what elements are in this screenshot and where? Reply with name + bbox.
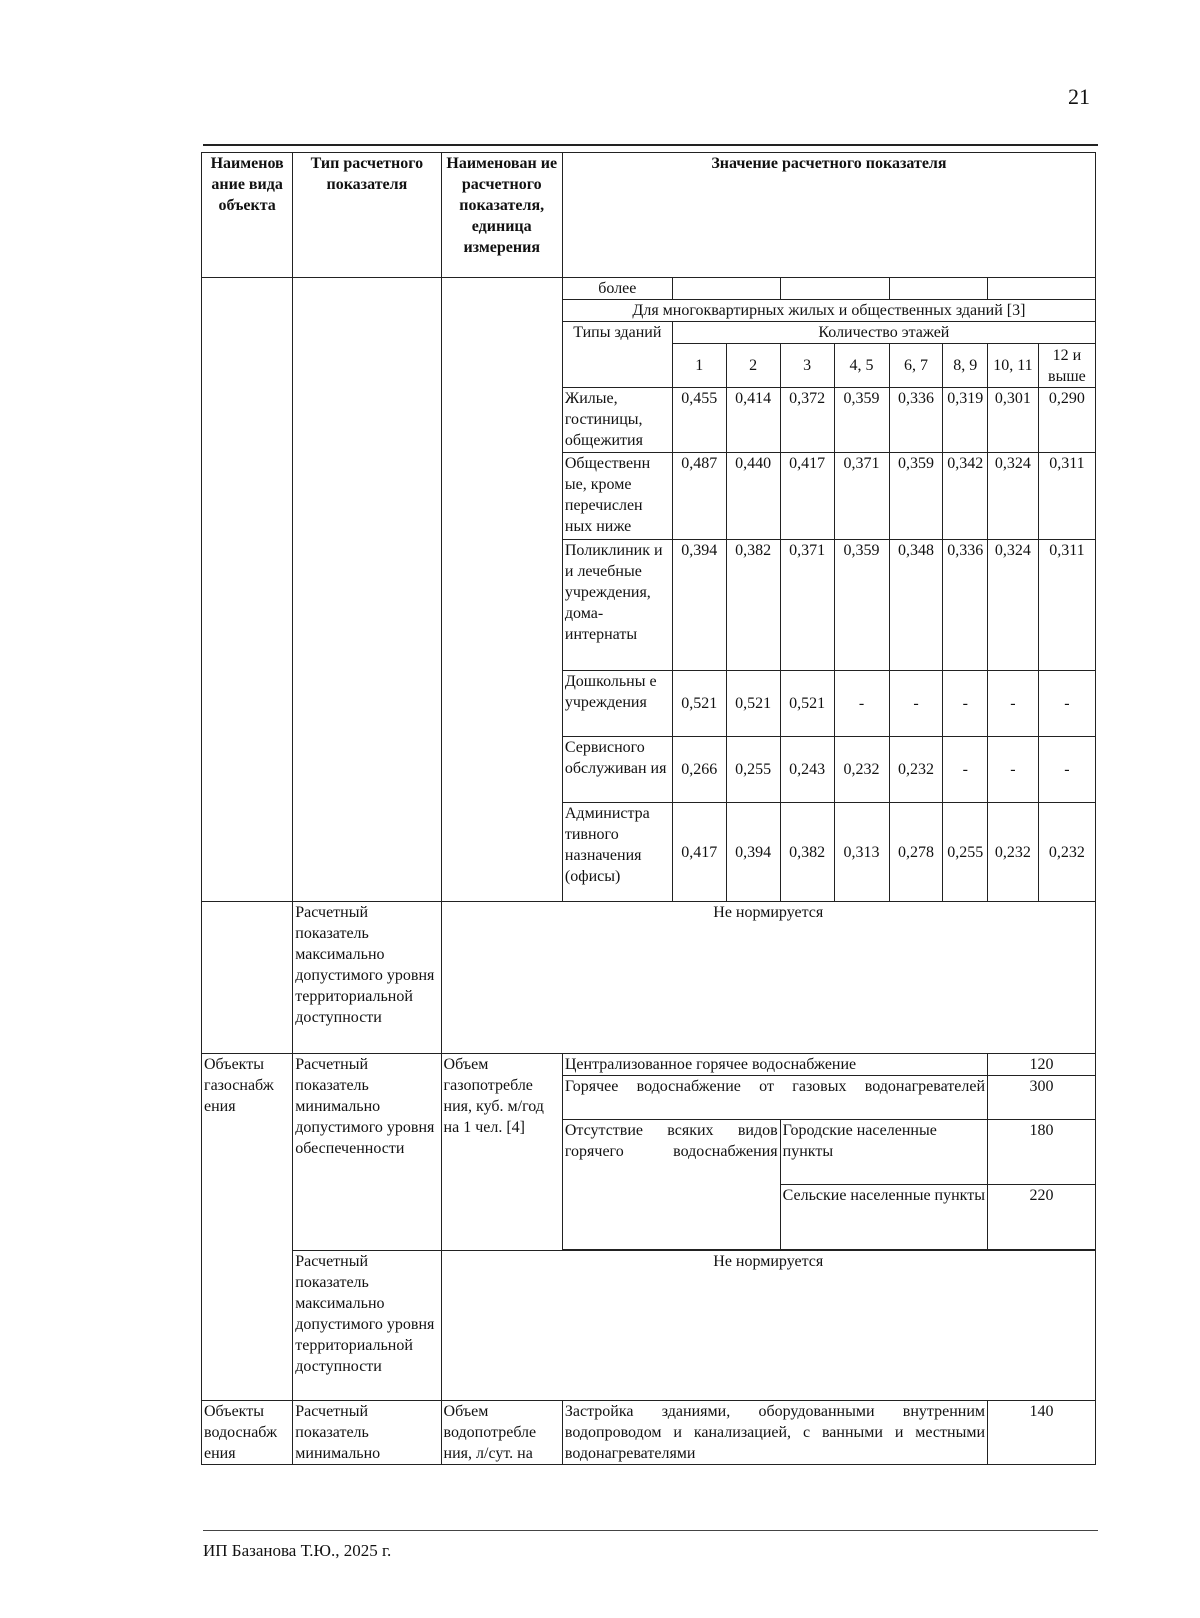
value-cell: 0,232 (889, 737, 943, 803)
value-cell: 0,336 (889, 388, 943, 453)
object-gas: Объекты газоснабж ения (202, 1054, 293, 1401)
value-cell: 0,255 (943, 803, 988, 902)
header-indicator-value: Значение расчетного показателя (562, 153, 1095, 278)
value-cell: 0,417 (672, 803, 726, 902)
floor-header: 1 (672, 344, 726, 388)
value-cell: 0,232 (1038, 803, 1095, 902)
central-hot-water: Централизованное горячее водоснабжение (562, 1054, 987, 1076)
table-row (202, 1054, 1096, 1076)
gas-heaters: Горячее водоснабжение от газовых водонагревателей (562, 1076, 987, 1120)
building-types-label: Типы зданий (562, 322, 672, 388)
value-cell: 0,255 (726, 737, 780, 803)
object-water: Объекты водоснабж ения (202, 1401, 293, 1465)
value-cell: 0,311 (1038, 453, 1095, 540)
value-cell: 0,521 (780, 671, 834, 737)
urban-settlements: Городские населенные пункты (780, 1120, 987, 1185)
header-object-type: Наименов ание вида объекта (202, 153, 293, 278)
value-cell: 0,487 (672, 453, 726, 540)
value-cell: 0,232 (834, 737, 889, 803)
value-cell: 0,301 (988, 388, 1039, 453)
gas-indicator: Объем газопотребле ния, куб. м/год на 1 чел. [4] (441, 1054, 562, 1251)
no-hot-water-text: Отсутствие всяких видов горячего водоснабжения (564, 1122, 778, 1160)
not-normalized: Не нормируется (441, 902, 1095, 1054)
value-cell: - (1038, 671, 1095, 737)
value-cell: 0,521 (726, 671, 780, 737)
header-indicator-type: Тип расчетного показателя (293, 153, 441, 278)
building-type: Поликлиник и и лечебные учреждения, дома-интернаты (562, 540, 672, 671)
building-type: Сервисного обслуживан ия (562, 737, 672, 803)
value-cell: 0,394 (726, 803, 780, 902)
gas-heaters-value: 300 (988, 1076, 1096, 1120)
value-cell: 0,521 (672, 671, 726, 737)
more-cell: более (562, 278, 672, 300)
value-cell: 0,440 (726, 453, 780, 540)
value-cell: 0,266 (672, 737, 726, 803)
indicator-table (201, 152, 1096, 1465)
value-cell: 0,359 (834, 540, 889, 671)
floor-header: 2 (726, 344, 780, 388)
no-hot-water (562, 1120, 780, 1250)
floor-header: 3 (780, 344, 834, 388)
value-cell: 0,336 (943, 540, 988, 671)
min-supply-type: Расчетный показатель минимально допустимого уровня обеспеченности (293, 1054, 441, 1251)
water-value: 140 (988, 1401, 1096, 1465)
rural-settlements: Сельские населенные пункты (780, 1185, 987, 1250)
header-indicator-name: Наименован ие расчетного показателя, единица измерения (441, 153, 562, 278)
value-cell: 0,348 (889, 540, 943, 671)
value-cell: 0,324 (988, 540, 1039, 671)
value-cell: - (943, 737, 988, 803)
value-cell: 0,290 (1038, 388, 1095, 453)
value-cell: 0,324 (988, 453, 1039, 540)
footer: ИП Базанова Т.Ю., 2025 г. (203, 1541, 392, 1560)
floor-header: 10, 11 (988, 344, 1039, 388)
floor-header: 4, 5 (834, 344, 889, 388)
value-cell: 0,382 (726, 540, 780, 671)
header-rule (203, 144, 1098, 146)
value-cell: - (943, 671, 988, 737)
not-normalized: Не нормируется (441, 1251, 1095, 1401)
value-cell: 0,243 (780, 737, 834, 803)
floor-header: 8, 9 (943, 344, 988, 388)
building-type: Жилые, гостиницы, общежития (562, 388, 672, 453)
max-access-type: Расчетный показатель максимально допустимого уровня территориальной доступности (293, 902, 441, 1054)
value-cell: 0,319 (943, 388, 988, 453)
min-supply-type: Расчетный показатель минимально (293, 1401, 441, 1465)
value-cell: 0,311 (1038, 540, 1095, 671)
water-indicator: Объем водопотребле ния, л/сут. на (441, 1401, 562, 1465)
floor-header: 12 и выше (1038, 344, 1095, 388)
floor-header: 6, 7 (889, 344, 943, 388)
max-access-type: Расчетный показатель максимально допустимого уровня территориальной доступности (293, 1251, 441, 1401)
value-cell: 0,414 (726, 388, 780, 453)
value-cell: 0,382 (780, 803, 834, 902)
value-cell: 0,372 (780, 388, 834, 453)
table-row (202, 278, 1096, 300)
value-cell: 0,342 (943, 453, 988, 540)
water-desc-text: Застройка зданиями, оборудованными внутренним водопроводом и канализацией, с ванными и местными водонагревателями (564, 1403, 986, 1462)
value-cell: 0,232 (988, 803, 1039, 902)
building-type: Дошкольны е учреждения (562, 671, 672, 737)
table-row (202, 902, 1096, 1054)
building-type: Общественн ые, кроме перечислен ных ниже (562, 453, 672, 540)
value-cell: - (988, 737, 1039, 803)
central-value: 120 (988, 1054, 1096, 1076)
heat-caption: Для многоквартирных жилых и общественных зданий [3] (562, 300, 1095, 322)
value-cell: - (1038, 737, 1095, 803)
page-number: 21 (1068, 84, 1090, 109)
footer-rule (203, 1530, 1098, 1531)
rural-value: 220 (988, 1185, 1096, 1250)
value-cell: - (834, 671, 889, 737)
value-cell: 0,359 (834, 388, 889, 453)
water-desc (562, 1401, 987, 1465)
table-header-row (202, 153, 1096, 278)
urban-value: 180 (988, 1120, 1096, 1185)
value-cell: 0,455 (672, 388, 726, 453)
value-cell: 0,371 (834, 453, 889, 540)
value-cell: 0,417 (780, 453, 834, 540)
floors-label: Количество этажей (672, 322, 1095, 344)
value-cell: - (988, 671, 1039, 737)
value-cell: 0,278 (889, 803, 943, 902)
value-cell: 0,359 (889, 453, 943, 540)
table-row (202, 1251, 1096, 1401)
table-row (202, 1401, 1096, 1465)
value-cell: 0,313 (834, 803, 889, 902)
building-type: Администра тивного назначения (офисы) (562, 803, 672, 902)
value-cell: 0,394 (672, 540, 726, 671)
value-cell: 0,371 (780, 540, 834, 671)
value-cell: - (889, 671, 943, 737)
